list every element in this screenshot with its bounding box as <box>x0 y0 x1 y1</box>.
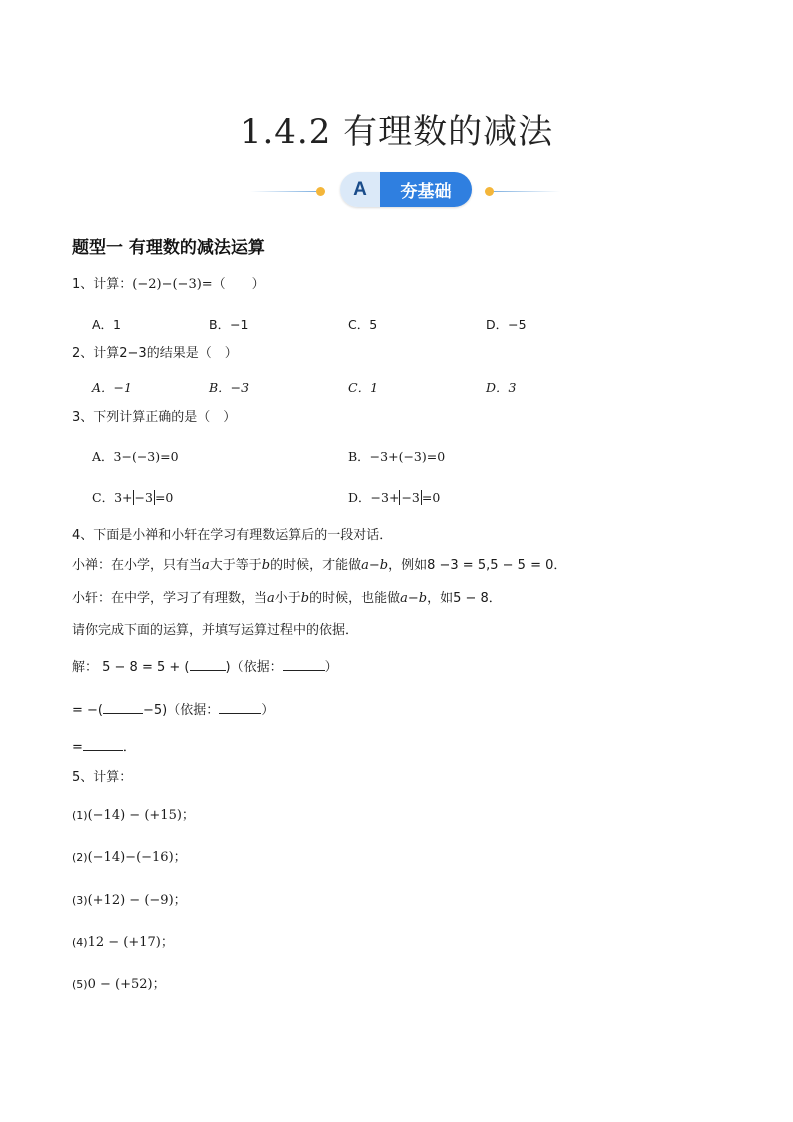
solution-2-c: ） <box>261 703 275 718</box>
blank-2[interactable] <box>283 658 325 671</box>
q5-item-4-expr: 12 − (+17)； <box>87 935 174 950</box>
chan-text-1: 小禅：在小学，只有当 <box>72 558 203 573</box>
chan-var-b: b <box>261 558 271 573</box>
q5-item-2-expr: (−14)−(−16)； <box>87 850 187 865</box>
xuan-text-1: 小轩：在中学，学习了有理数，当 <box>72 591 268 606</box>
q3-option-a: A．3−(−3)=0 <box>92 449 179 464</box>
solution-1-b: )（依据： <box>225 660 283 675</box>
q5-item-2-label: (2) <box>72 851 88 864</box>
level-label: 夯基础 <box>380 172 472 207</box>
banner-right-line <box>494 191 560 192</box>
blank-5[interactable] <box>83 738 123 751</box>
solution-2-b: −5)（依据： <box>143 703 220 718</box>
xuan-var-b: b <box>300 591 310 606</box>
level-banner <box>250 170 560 210</box>
chan-text-3: 的时候，才能做 <box>270 558 362 573</box>
q2-option-b: B．−3 <box>209 380 250 395</box>
solution-line-2 <box>72 701 274 720</box>
q5-item-5 <box>72 976 166 994</box>
q1-option-b: B．−1 <box>209 317 249 332</box>
q3-option-c-post: =0 <box>154 490 174 505</box>
q2-option-d: D．3 <box>486 380 517 395</box>
level-badge <box>340 172 472 207</box>
banner-left-line <box>250 191 316 192</box>
q3-option-c-pre: C．3+ <box>92 490 133 505</box>
q3-option-d-pre: D．−3+ <box>348 490 400 505</box>
q3-option-d-post: =0 <box>421 490 441 505</box>
q5-item-3 <box>72 892 187 910</box>
solution-1-c: ） <box>324 660 338 675</box>
q5-item-1-label: (1) <box>72 809 88 822</box>
q5-item-5-expr: 0 − (+52)； <box>87 977 166 992</box>
q2-option-c: C．1 <box>348 380 379 395</box>
q3-option-d <box>348 488 440 506</box>
solution-2-a: = −( <box>72 703 103 718</box>
blank-3[interactable] <box>103 701 143 714</box>
chan-var-a: a <box>202 558 210 573</box>
question-1-prefix: 1、计算： <box>72 277 133 292</box>
chan-expr: a−b <box>361 558 389 573</box>
q3-option-c <box>92 488 173 506</box>
q5-item-1-expr: (−14) − (+15)； <box>87 808 195 823</box>
solution-line-1 <box>72 658 338 677</box>
question-1-expr: (−2)−(−3)=（ ） <box>132 277 265 292</box>
question-4-task: 请你完成下面的运算，并填写运算过程中的依据． <box>72 623 359 638</box>
section-heading: 题型一 有理数的减法运算 <box>72 238 265 258</box>
q1-option-c: C．5 <box>348 317 378 332</box>
question-4-xuan <box>72 590 502 608</box>
xuan-var-a: a <box>267 591 275 606</box>
banner-right-dot <box>485 187 494 196</box>
q3-option-d-abs: −3 <box>401 490 420 505</box>
chan-text-2: 大于等于 <box>209 558 262 573</box>
xuan-expr: a−b <box>400 591 428 606</box>
q5-item-2 <box>72 849 187 867</box>
solution-3-b: ． <box>122 740 136 755</box>
q5-item-5-label: (5) <box>72 978 88 991</box>
q5-item-4-label: (4) <box>72 936 88 949</box>
question-5-intro: 5、计算： <box>72 770 133 785</box>
q1-option-a: A．1 <box>92 317 122 332</box>
q5-item-3-expr: (+12) − (−9)； <box>87 893 187 908</box>
q5-item-1 <box>72 807 195 825</box>
q2-option-a: A．−1 <box>92 380 132 395</box>
q1-option-d: D．−5 <box>486 317 527 332</box>
q3-option-b: B．−3+(−3)=0 <box>348 449 446 464</box>
xuan-text-3: 的时候，也能做 <box>309 591 401 606</box>
level-letter: A <box>340 172 380 207</box>
solution-line-3 <box>72 738 136 757</box>
chan-text-4: ，例如8 −3 = 5,5 − 5 = 0． <box>388 558 567 573</box>
question-2: 2、计算2−3的结果是（ ） <box>72 346 238 361</box>
question-4-intro: 4、下面是小禅和小轩在学习有理数运算后的一段对话． <box>72 528 393 543</box>
solution-3-a: = <box>72 740 83 755</box>
q5-item-4 <box>72 934 174 952</box>
xuan-text-2: 小于 <box>274 591 301 606</box>
question-1 <box>72 276 265 294</box>
question-4-chan <box>72 557 566 575</box>
blank-4[interactable] <box>219 701 261 714</box>
q3-option-c-abs: −3 <box>134 490 153 505</box>
page-title: 1.4.2 有理数的减法 <box>239 112 554 152</box>
blank-1[interactable] <box>190 658 226 671</box>
q5-item-3-label: (3) <box>72 894 88 907</box>
solution-1-a: 解： 5 − 8 = 5 + ( <box>72 660 190 675</box>
question-3: 3、下列计算正确的是（ ） <box>72 410 237 425</box>
xuan-text-4: ，如5 − 8． <box>427 591 502 606</box>
banner-left-dot <box>316 187 325 196</box>
